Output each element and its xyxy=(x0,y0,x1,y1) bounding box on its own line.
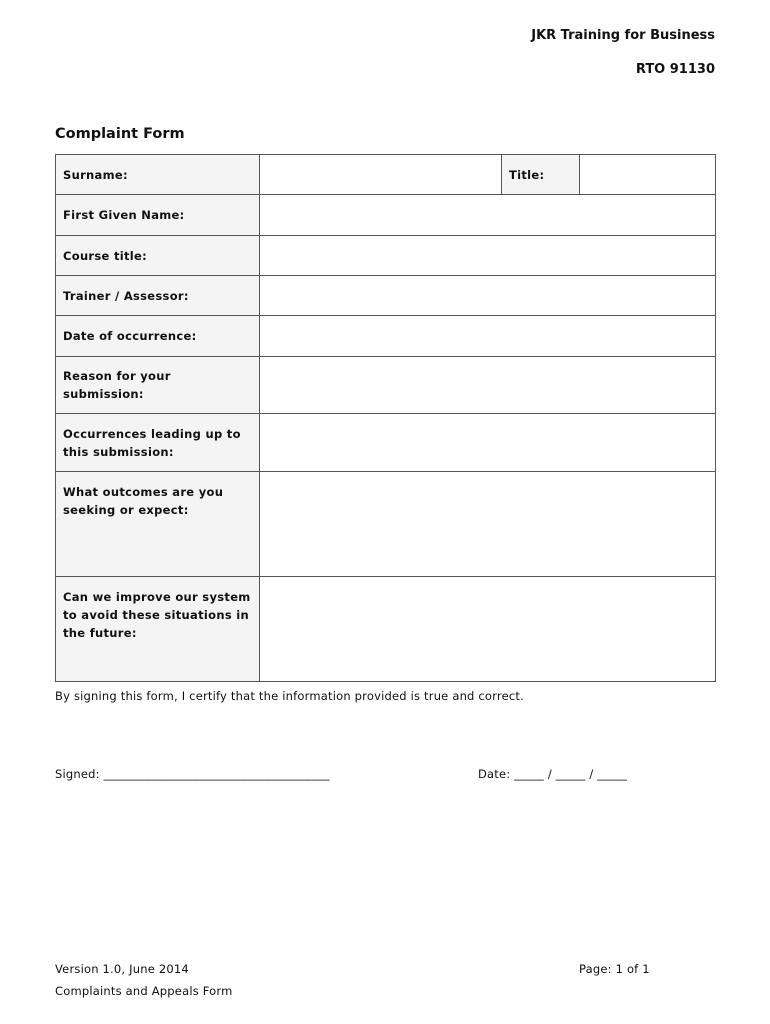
row-trainer-assessor xyxy=(56,276,716,316)
surname-label: Surname: xyxy=(56,155,260,195)
footer-page-number: Page: 1 of 1 xyxy=(579,962,650,976)
reason-label: Reason for your submission: xyxy=(56,357,260,414)
trainer-assessor-field[interactable] xyxy=(260,276,716,316)
first-given-name-field[interactable] xyxy=(260,195,716,236)
complaint-form-table xyxy=(55,154,716,682)
improve-field[interactable] xyxy=(260,577,716,682)
row-outcomes xyxy=(56,472,716,577)
row-occurrences xyxy=(56,414,716,472)
improve-label: Can we improve our system to avoid these situations in the future: xyxy=(56,577,260,682)
row-course-title xyxy=(56,236,716,276)
certification-statement: By signing this form, I certify that the information provided is true and correct. xyxy=(55,689,524,703)
outcomes-field[interactable] xyxy=(260,472,716,577)
surname-field[interactable] xyxy=(260,155,502,195)
course-title-field[interactable] xyxy=(260,236,716,276)
row-improve xyxy=(56,577,716,682)
row-first-given-name xyxy=(56,195,716,236)
trainer-assessor-label: Trainer / Assessor: xyxy=(56,276,260,316)
first-given-name-label: First Given Name: xyxy=(56,195,260,236)
row-date-of-occurrence xyxy=(56,316,716,357)
outcomes-label: What outcomes are you seeking or expect: xyxy=(56,472,260,577)
occurrences-field[interactable] xyxy=(260,414,716,472)
organization-name: JKR Training for Business xyxy=(531,28,715,43)
row-reason xyxy=(56,357,716,414)
row-surname xyxy=(56,155,716,195)
occurrences-label: Occurrences leading up to this submission: xyxy=(56,414,260,472)
date-of-occurrence-label: Date of occurrence: xyxy=(56,316,260,357)
date-of-occurrence-field[interactable] xyxy=(260,316,716,357)
title-label: Title: xyxy=(502,155,580,195)
course-title-label: Course title: xyxy=(56,236,260,276)
reason-field[interactable] xyxy=(260,357,716,414)
title-field[interactable] xyxy=(580,155,716,195)
date-line[interactable]: Date: _____ / _____ / _____ xyxy=(478,767,628,781)
footer-version: Version 1.0, June 2014 xyxy=(55,962,189,976)
form-title: Complaint Form xyxy=(55,126,185,142)
rto-number: RTO 91130 xyxy=(635,62,715,77)
footer-document-name: Complaints and Appeals Form xyxy=(55,984,233,998)
signature-line[interactable]: Signed: ______________________________________ xyxy=(55,767,330,781)
